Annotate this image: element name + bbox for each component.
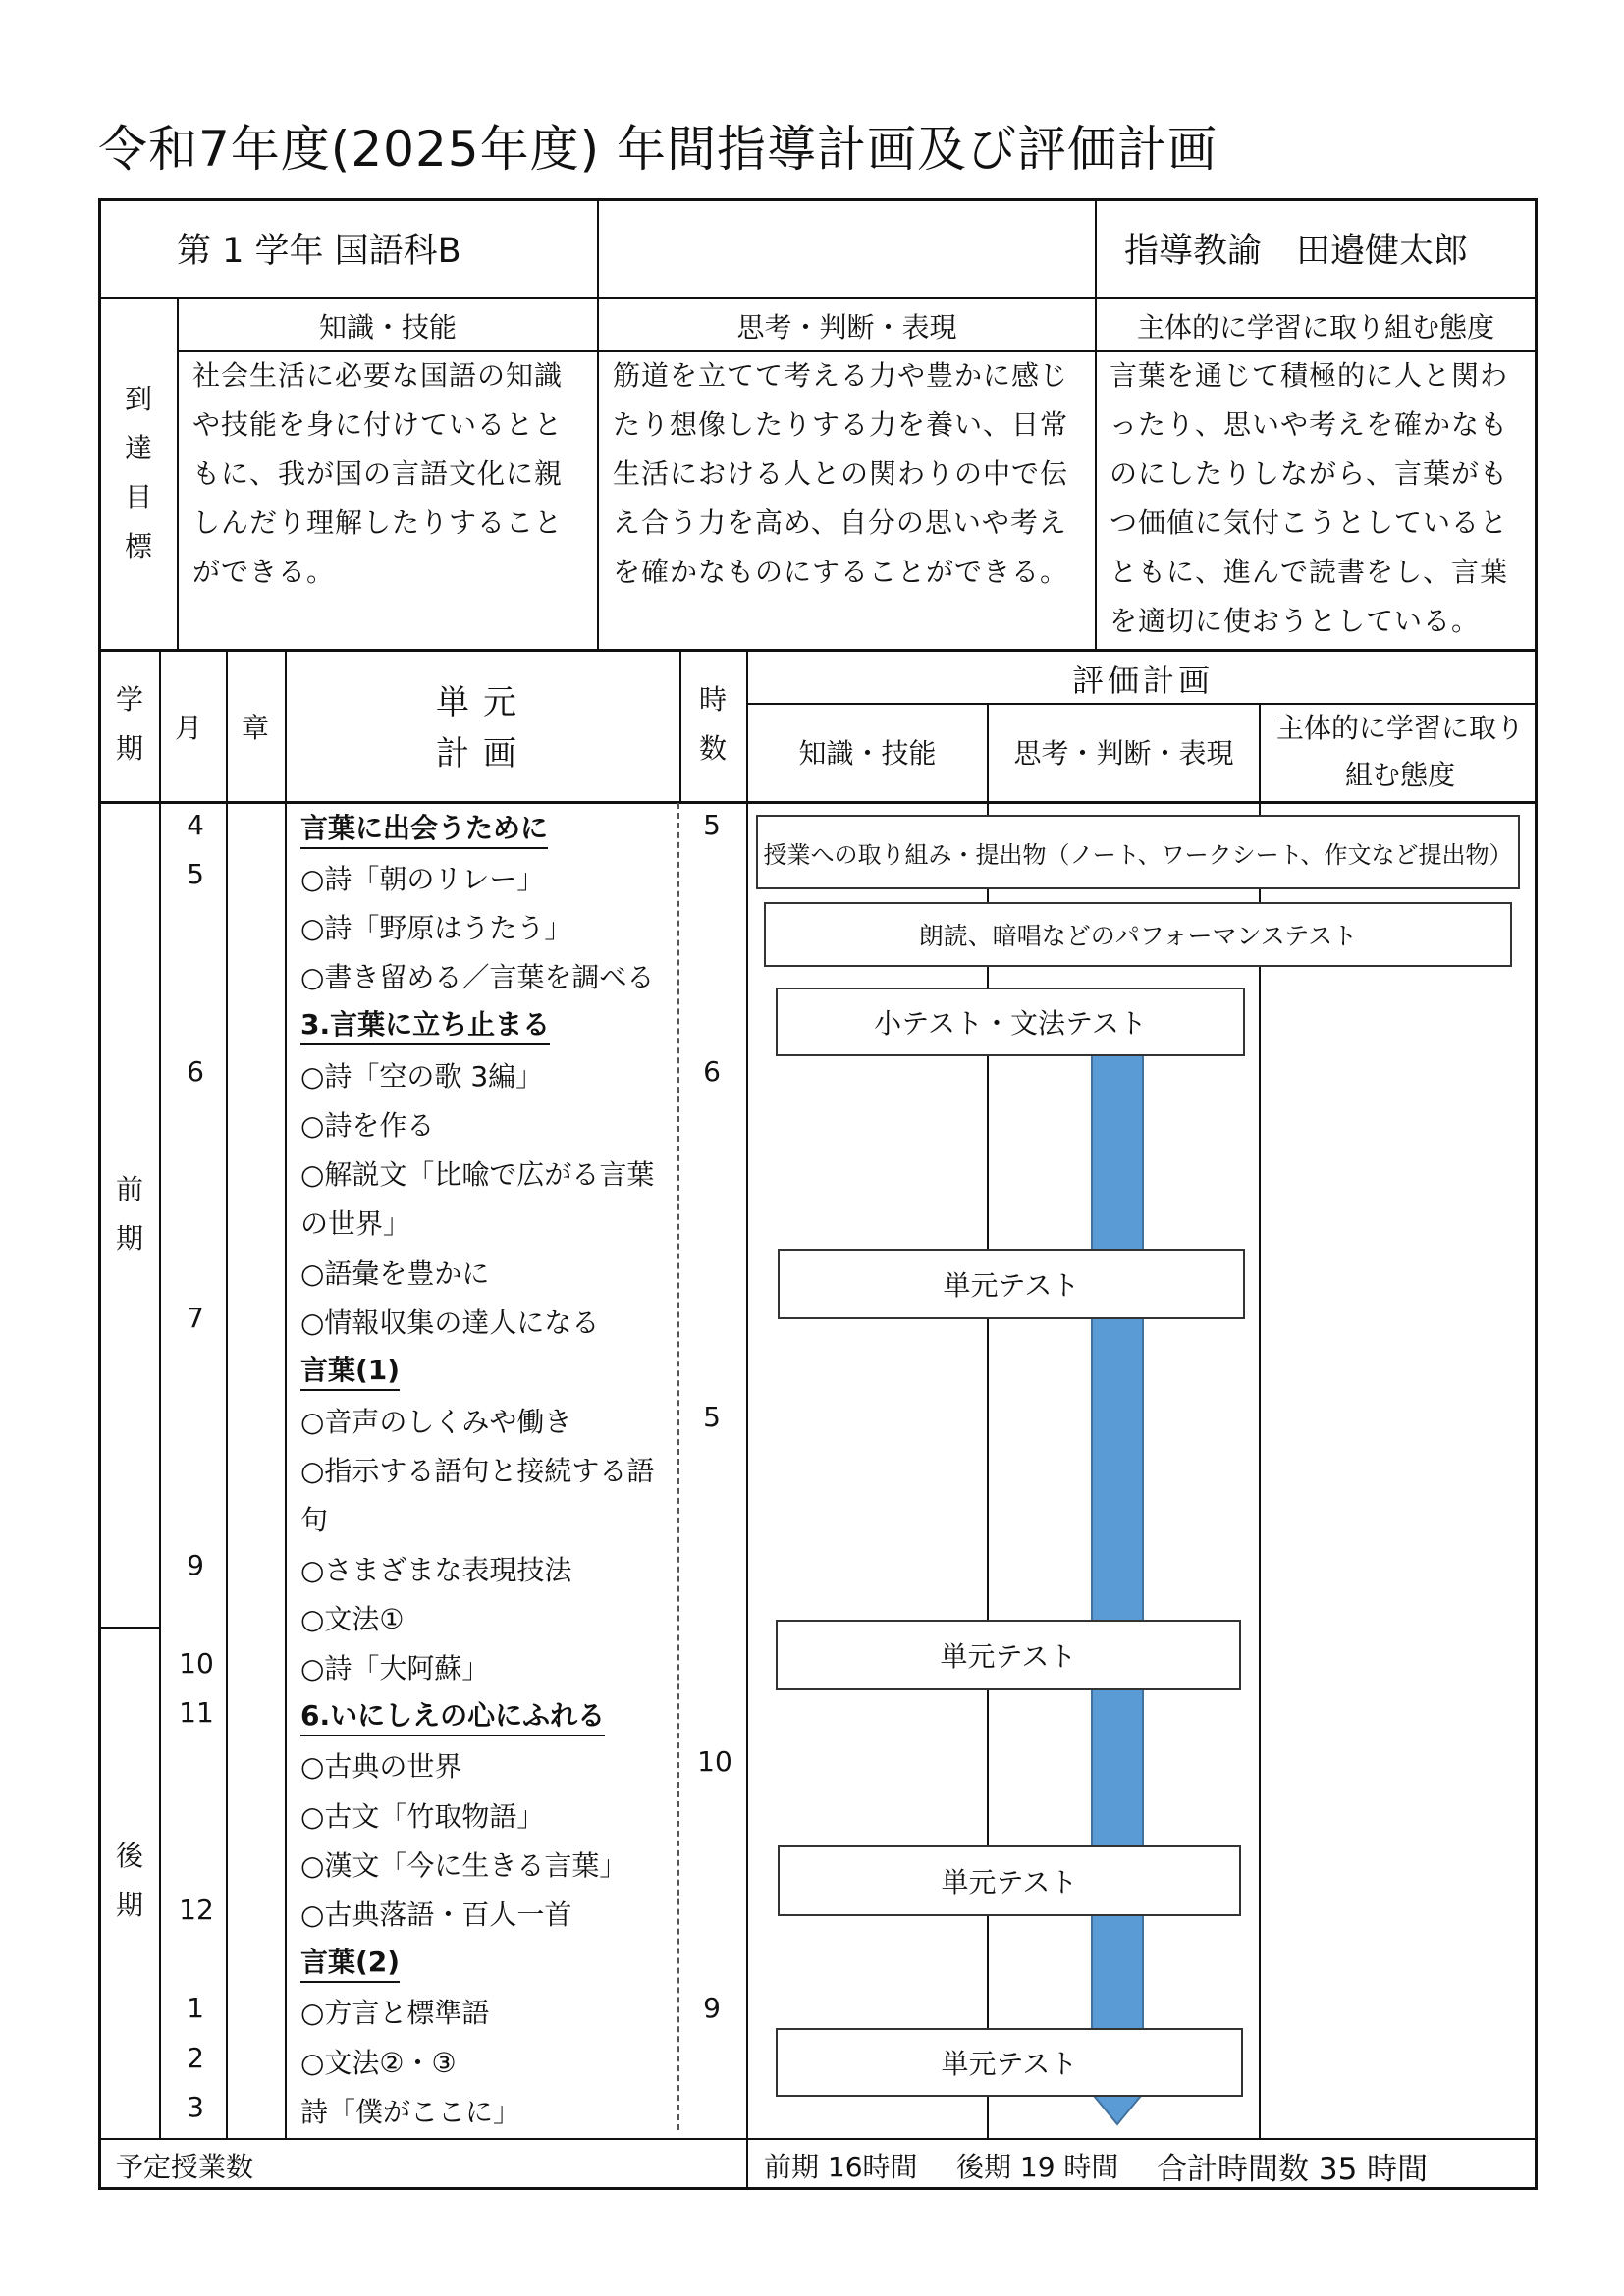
unit-item: ○詩「大阿蘇」 xyxy=(300,1652,490,1684)
unit-heading: 言葉(2) xyxy=(300,1941,400,1983)
goal-heading-thinking: 思考・判断・表現 xyxy=(736,311,957,344)
month-4: 4 xyxy=(187,809,204,841)
page-title: 令和7年度(2025年度) 年間指導計画及び評価計画 xyxy=(98,121,1218,178)
hours-5: 9 xyxy=(703,1992,721,2024)
footer-label: 予定授業数 xyxy=(116,2151,254,2183)
unit-item: 句 xyxy=(300,1504,329,1536)
unit-item: ○古文「竹取物語」 xyxy=(300,1800,545,1833)
unit-item: ○詩「空の歌 3編」 xyxy=(300,1060,544,1093)
footer-total: 合計時間数 35 時間 xyxy=(1157,2152,1429,2187)
hours-3: 5 xyxy=(703,1401,721,1433)
eval-col-thinking: 思考・判断・表現 xyxy=(1013,737,1234,770)
goal-text-attitude: 言葉を通じて積極的に人と関わったり、思いや考えを確かなものにしたりしながら、言葉がもつ価値に気付こうとしているとともに、進んで読書をし、言葉を適切に使おうとしている。 xyxy=(1110,359,1509,637)
goal-heading-knowledge: 知識・技能 xyxy=(318,311,457,344)
unit-item: ○書き留める／言葉を調べる xyxy=(300,961,655,993)
hours-4: 10 xyxy=(697,1745,732,1778)
goal-heading-attitude: 主体的に学習に取り組む態度 xyxy=(1136,311,1494,344)
month-12: 12 xyxy=(179,1894,214,1926)
course-name: 第 1 学年 国語科B xyxy=(177,232,461,271)
eval-box-unit-test-1: 単元テスト xyxy=(778,1249,1245,1319)
eval-box-unit-test-2: 単元テスト xyxy=(776,1620,1241,1690)
month-3: 3 xyxy=(187,2091,204,2123)
unit-item: ○情報収集の達人になる xyxy=(300,1307,600,1339)
unit-heading: 6.いにしえの心にふれる xyxy=(300,1694,605,1736)
month-5: 5 xyxy=(187,858,204,890)
goal-text-knowledge: 社会生活に必要な国語の知識や技能を身に付けているとともに、我が国の言語文化に親しんだり理解したりすることができる。 xyxy=(192,359,564,588)
month-9: 9 xyxy=(187,1549,204,1581)
eval-col-attitude: 主体的に学習に取り組む態度 xyxy=(1275,712,1524,791)
month-2: 2 xyxy=(187,2042,204,2074)
unit-item: ○文法① xyxy=(300,1603,405,1635)
footer-first-term: 前期 16時間 xyxy=(764,2151,918,2183)
footer-second-term: 後期 19 時間 xyxy=(956,2151,1119,2183)
unit-item: ○古典の世界 xyxy=(300,1750,462,1783)
unit-heading: 言葉(1) xyxy=(300,1349,400,1391)
eval-box-unit-test-3: 単元テスト xyxy=(778,1845,1241,1916)
header-chapter: 章 xyxy=(242,712,270,744)
eval-box-unit-test-4: 単元テスト xyxy=(776,2028,1243,2097)
eval-col-knowledge: 知識・技能 xyxy=(798,737,937,770)
hours-2: 6 xyxy=(703,1055,721,1088)
unit-item: の世界」 xyxy=(300,1207,411,1240)
eval-box-submissions: 授業への取り組み・提出物（ノート、ワークシート、作文など提出物） xyxy=(756,815,1520,889)
month-7: 7 xyxy=(187,1302,204,1334)
month-10: 10 xyxy=(179,1647,214,1680)
unit-item: ○古典落語・百人一首 xyxy=(300,1898,572,1931)
unit-item: ○方言と標準語 xyxy=(300,1997,490,2029)
unit-item: ○語彙を豊かに xyxy=(300,1257,490,1290)
unit-item: ○音声のしくみや働き xyxy=(300,1406,572,1438)
month-11: 11 xyxy=(179,1696,214,1729)
eval-box-performance: 朗読、暗唱などのパフォーマンステスト xyxy=(764,902,1512,967)
hours-1: 5 xyxy=(703,809,721,841)
month-1: 1 xyxy=(187,1992,204,2024)
month-6: 6 xyxy=(187,1055,204,1088)
unit-heading: 3.言葉に立ち止まる xyxy=(300,1003,550,1045)
unit-heading: 言葉に出会うために xyxy=(300,807,548,849)
unit-item: ○文法②・③ xyxy=(300,2047,457,2079)
unit-item: ○解説文「比喩で広がる言葉 xyxy=(300,1158,655,1191)
unit-item: ○指示する語句と接続する語 xyxy=(300,1455,655,1487)
unit-item: ○漢文「今に生きる言葉」 xyxy=(300,1849,627,1882)
teacher-name: 指導教諭 田邉健太郎 xyxy=(1124,232,1469,271)
unit-item: ○詩を作る xyxy=(300,1109,435,1142)
eval-box-quiz: 小テスト・文法テスト xyxy=(776,988,1245,1056)
unit-item: ○さまざまな表現技法 xyxy=(300,1554,572,1586)
unit-item: ○詩「朝のリレー」 xyxy=(300,863,545,895)
unit-item: ○詩「野原はうたう」 xyxy=(300,912,572,944)
goal-text-thinking: 筋道を立てて考える力や豊かに感じたり想像したりする力を養い、日常生活における人との関わりの中で伝え合う力を高め、自分の思いや考えを確かなものにすることができる。 xyxy=(613,359,1069,588)
header-eval-plan: 評価計画 xyxy=(1071,662,1214,699)
unit-item: 詩「僕がここに」 xyxy=(300,2096,521,2128)
header-month: 月 xyxy=(175,712,203,744)
